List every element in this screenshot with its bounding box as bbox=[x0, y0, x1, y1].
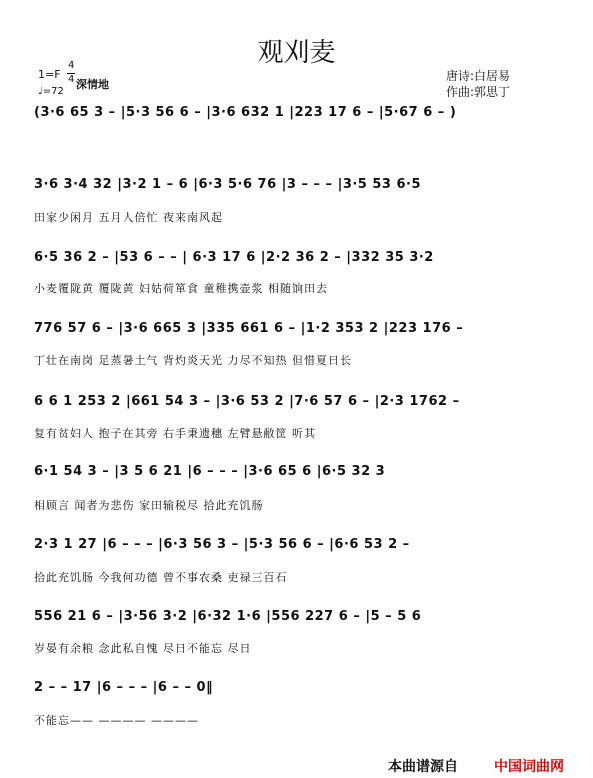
source-caption: 本曲谱源自 bbox=[388, 759, 458, 775]
score-row-9-lyrics: 不能忘—— ———— ———— bbox=[34, 714, 199, 727]
score-row-8-notes: 556 21 6 – |3·56 3·2 |6·32 1·6 |556 227 6 – |5 – 5 6 bbox=[34, 609, 422, 624]
score-row-9-notes: 2 – – 17 |6 – – – |6 – – 0‖ bbox=[34, 680, 214, 695]
time-signature-bottom: 4 bbox=[68, 74, 75, 85]
lyricist-credit: 唐诗:白居易 bbox=[446, 69, 511, 83]
expression-mark: 深情地 bbox=[76, 78, 109, 91]
tempo-mark: ♩=72 bbox=[38, 86, 64, 97]
score-row-1-notes: (3·6 65 3 – |5·3 56 6 – |3·6 632 1 |223 17 6 – |5·67 6 – ) bbox=[34, 105, 457, 120]
time-signature-top: 4 bbox=[68, 60, 75, 71]
composer-credit: 作曲:郭思丁 bbox=[446, 85, 511, 99]
score-row-3-lyrics: 小麦覆陇黄 覆陇黄 妇姑荷箪食 童稚携壶浆 相随饷田去 bbox=[34, 282, 328, 295]
score-row-7-notes: 2·3 1 27 |6 – – – |6·3 56 3 – |5·3 56 6 – |6·6 53 2 – bbox=[34, 537, 410, 552]
score-row-3-notes: 6·5 36 2 – |53 6 – – | 6·3 17 6 |2·2 36 2 – |332 35 3·2 bbox=[34, 250, 434, 265]
score-row-2-lyrics: 田家少闲月 五月人倍忙 夜来南风起 bbox=[34, 211, 223, 224]
score-row-6-notes: 6·1 54 3 – |3 5 6 21 |6 – – – |3·6 65 6 |6·5 32 3 bbox=[34, 464, 386, 479]
score-row-4-lyrics: 丁壮在南岗 足蒸暑土气 背灼炎天光 力尽不知热 但惜夏日长 bbox=[34, 354, 352, 367]
key-signature: 1=F bbox=[38, 68, 61, 81]
score-row-5-notes: 6 6 1 253 2 |661 54 3 – |3·6 53 2 |7·6 57 6 – |2·3 1762 – bbox=[34, 394, 460, 409]
score-row-7-lyrics: 拾此充饥肠 今我何功德 曾不事农桑 吏禄三百石 bbox=[34, 571, 288, 584]
site-watermark: 中国词曲网 bbox=[494, 759, 564, 775]
score-row-6-lyrics: 相顾言 闻者为悲伤 家田输税尽 拾此充饥肠 bbox=[34, 499, 264, 512]
song-title: 观刈麦 bbox=[257, 38, 336, 68]
score-row-5-lyrics: 复有贫妇人 抱子在其旁 右手秉遗穗 左臂悬敝筐 听其 bbox=[34, 427, 316, 440]
score-row-4-notes: 776 57 6 – |3·6 665 3 |335 661 6 – |1·2 353 2 |223 176 – bbox=[34, 321, 464, 336]
score-row-8-lyrics: 岁晏有余粮 念此私自愧 尽日不能忘 尽日 bbox=[34, 642, 252, 655]
score-row-2-notes: 3·6 3·4 32 |3·2 1 – 6 |6·3 5·6 76 |3 – – – |3·5 53 6·5 bbox=[34, 177, 422, 192]
